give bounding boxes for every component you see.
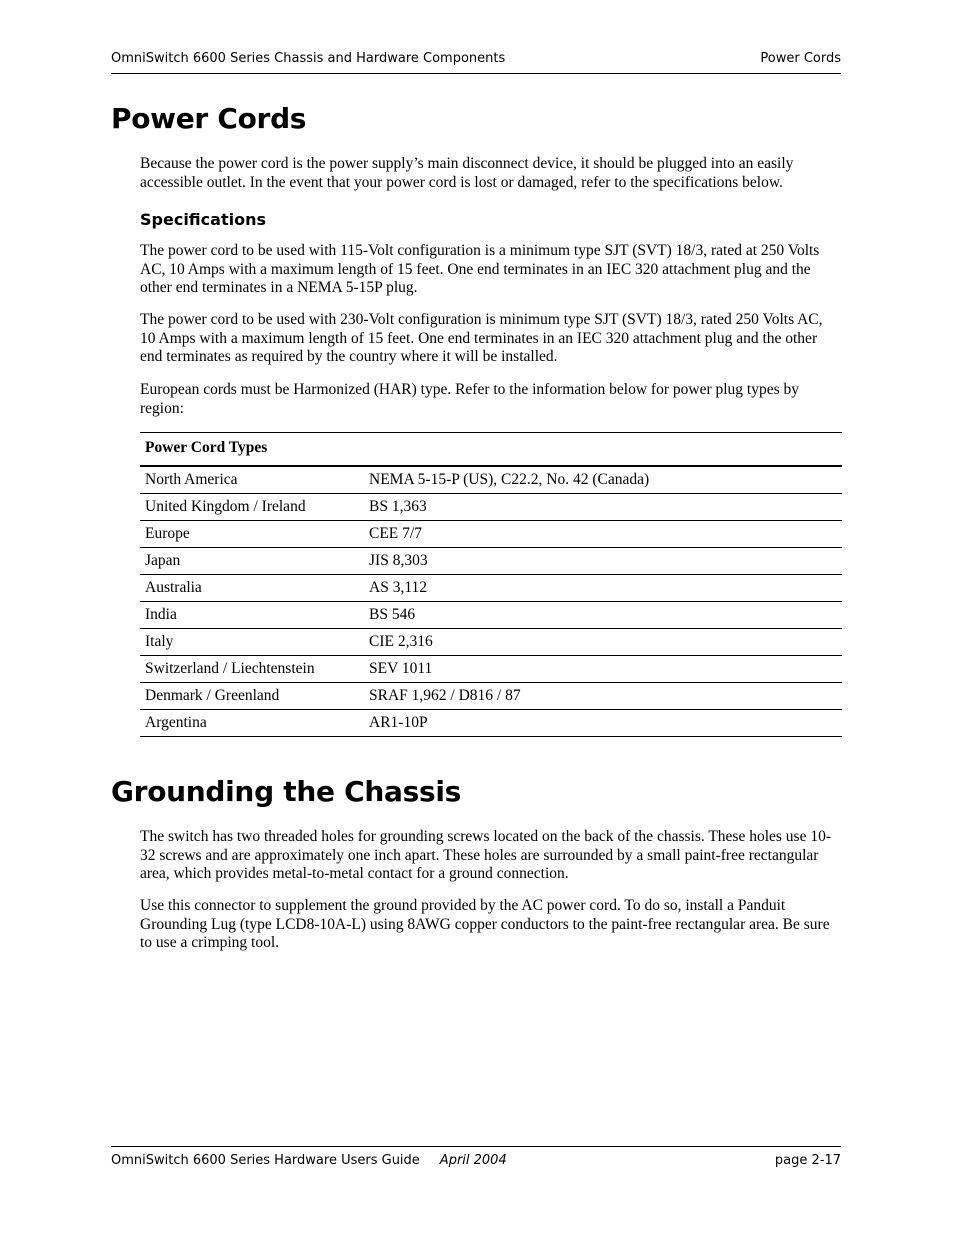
spec-230-volt-paragraph: The power cord to be used with 230-Volt configuration is minimum type SJT (SVT) 18/3, rated 250 Volts AC, 10 Amps with a maximum length of 15 feet. One end terminates in an IEC 320 attachment plug and the other end terminates as required by the country where it will be installed. <box>140 311 823 366</box>
region-cell: North America <box>140 466 364 494</box>
table-row <box>140 683 842 710</box>
table-row <box>140 656 842 683</box>
plug-type-cell: SEV 1011 <box>364 656 842 683</box>
plug-type-cell: BS 546 <box>364 602 842 629</box>
table-row <box>140 494 842 521</box>
specifications-heading: Specifications <box>140 210 266 229</box>
region-cell: India <box>140 602 364 629</box>
table-row <box>140 548 842 575</box>
spec-115-volt-paragraph: The power cord to be used with 115-Volt configuration is a minimum type SJT (SVT) 18/3, rated at 250 Volts AC, 10 Amps with a maximum length of 15 feet. One end terminates in an IEC 320 attachment plug and the other end terminates in a NEMA 5-15P plug. <box>140 242 820 297</box>
plug-type-cell: CEE 7/7 <box>364 521 842 548</box>
table-row <box>140 575 842 602</box>
european-cords-paragraph: European cords must be Harmonized (HAR) type. Refer to the information below for power plug types by region: <box>140 381 800 417</box>
footer-left <box>111 1152 507 1170</box>
region-cell: Europe <box>140 521 364 548</box>
plug-type-cell: AS 3,112 <box>364 575 842 602</box>
region-cell: Italy <box>140 629 364 656</box>
power-cords-intro: Because the power cord is the power supply’s main disconnect device, it should be plugged into an easily accessible outlet. In the event that your power cord is lost or damaged, refer to the specifications below. <box>140 155 794 191</box>
plug-type-cell: SRAF 1,962 / D816 / 87 <box>364 683 842 710</box>
table-row <box>140 710 842 737</box>
plug-type-cell: JIS 8,303 <box>364 548 842 575</box>
grounding-paragraph-2: Use this connector to supplement the ground provided by the AC power cord. To do so, install a Panduit Grounding Lug (type LCD8-10A-L) using 8AWG copper conductors to the paint-free rectangular area. Be sure to use a crimping tool. <box>140 897 830 952</box>
header-book-title: OmniSwitch 6600 Series Chassis and Hardware Components <box>111 51 506 66</box>
footer-date: April 2004 <box>439 1153 507 1168</box>
running-header <box>111 50 841 74</box>
plug-type-cell: NEMA 5-15-P (US), C22.2, No. 42 (Canada) <box>364 466 842 494</box>
table-row <box>140 629 842 656</box>
region-cell: Denmark / Greenland <box>140 683 364 710</box>
region-cell: United Kingdom / Ireland <box>140 494 364 521</box>
footer-guide-title: OmniSwitch 6600 Series Hardware Users Guide <box>111 1153 420 1168</box>
table-row <box>140 521 842 548</box>
plug-type-cell: AR1-10P <box>364 710 842 737</box>
footer-page-number: page 2-17 <box>774 1153 841 1168</box>
region-cell: Japan <box>140 548 364 575</box>
table-row <box>140 466 842 494</box>
power-cords-title: Power Cords <box>111 102 307 135</box>
grounding-title: Grounding the Chassis <box>111 775 461 808</box>
header-section-title: Power Cords <box>760 51 841 66</box>
table-header: Power Cord Types <box>140 433 842 467</box>
running-footer <box>111 1146 841 1170</box>
plug-type-cell: BS 1,363 <box>364 494 842 521</box>
power-cord-types-table <box>140 432 842 737</box>
region-cell: Australia <box>140 575 364 602</box>
region-cell: Switzerland / Liechtenstein <box>140 656 364 683</box>
grounding-paragraph-1: The switch has two threaded holes for grounding screws located on the back of the chassis. These holes use 10-32 screws and are approximately one inch apart. These holes are surrounded by a small paint-free rectangular area, which provides metal-to-metal contact for a ground connection. <box>140 828 831 883</box>
table-row <box>140 602 842 629</box>
region-cell: Argentina <box>140 710 364 737</box>
plug-type-cell: CIE 2,316 <box>364 629 842 656</box>
